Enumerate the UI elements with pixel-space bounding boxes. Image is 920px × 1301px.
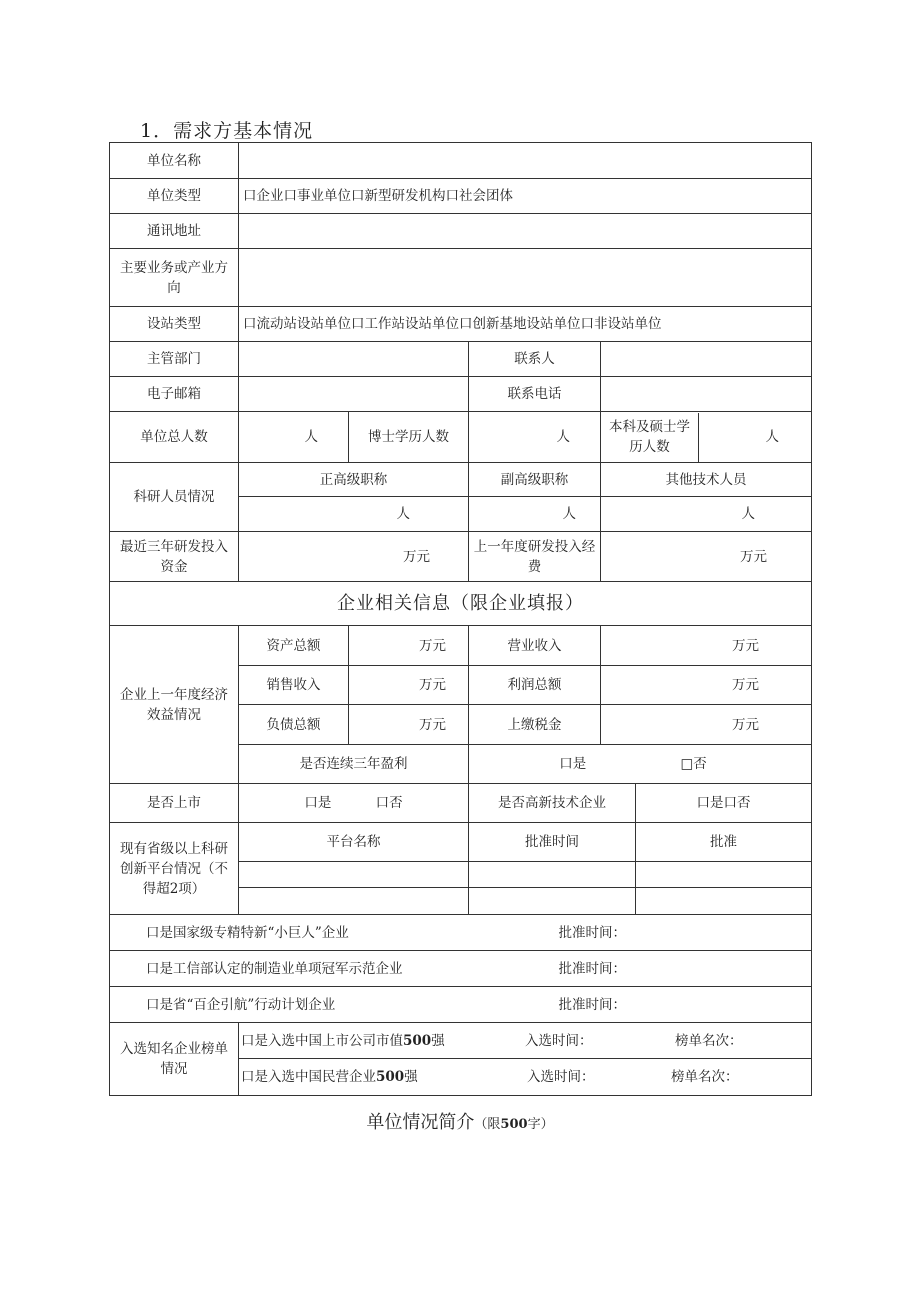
business-field[interactable] bbox=[239, 249, 812, 307]
phone-field[interactable] bbox=[601, 377, 812, 412]
honor-little-giant[interactable]: 口是国家级专精特新“小巨人”企业 bbox=[146, 924, 349, 941]
platform-row-1-name[interactable] bbox=[239, 862, 469, 888]
ranking-market-value-time: 入选时间： bbox=[525, 1032, 593, 1049]
assets-label: 资产总额 bbox=[239, 626, 349, 666]
revenue-label: 营业收入 bbox=[469, 626, 601, 666]
research-senior-header: 正高级职称 bbox=[239, 463, 469, 497]
platform-row-2-time[interactable] bbox=[469, 888, 636, 915]
honor-hundred-time: 批准时间： bbox=[558, 996, 626, 1013]
staff-bm-unit[interactable]: 人 bbox=[765, 429, 780, 445]
honor-champion[interactable]: 口是工信部认定的制造业单项冠军示范企业 bbox=[146, 960, 403, 977]
ranking-market-value-rank: 榜单名次： bbox=[675, 1032, 743, 1049]
profit-unit[interactable]: 万元 bbox=[601, 666, 812, 705]
research-deputy-header: 副高级职称 bbox=[469, 463, 601, 497]
contact-field[interactable] bbox=[601, 342, 812, 377]
research-label: 科研人员情况 bbox=[110, 463, 239, 532]
rd-last-year-label: 上一年度研发投入经费 bbox=[469, 532, 601, 582]
station-type-label: 设站类型 bbox=[110, 307, 239, 342]
debt-unit[interactable]: 万元 bbox=[349, 705, 469, 745]
research-other-header: 其他技术人员 bbox=[601, 463, 812, 497]
ranking-market-value-post: 强 bbox=[431, 1032, 445, 1049]
unit-intro-title bbox=[0, 1108, 920, 1134]
ranking-market-value-pre: 口是入选中国上市公司市值 bbox=[241, 1032, 403, 1049]
tax-label: 上缴税金 bbox=[469, 705, 601, 745]
unit-intro-note-num: 500 bbox=[500, 1117, 528, 1132]
section-heading: 1．需求方基本情况 bbox=[140, 120, 314, 142]
basic-info-table bbox=[109, 142, 812, 1096]
unit-intro-note bbox=[474, 1117, 553, 1132]
ranking-private-pre: 口是入选中国民营企业 bbox=[241, 1069, 376, 1085]
debt-label: 负债总额 bbox=[239, 705, 349, 745]
email-label: 电子邮箱 bbox=[110, 377, 239, 412]
hitech-options[interactable]: 口是口否 bbox=[636, 784, 812, 823]
unit-name-label: 单位名称 bbox=[110, 143, 239, 179]
hitech-label: 是否高新技术企业 bbox=[469, 784, 636, 823]
platform-label: 现有省级以上科研创新平台情况（不得超2项） bbox=[110, 823, 239, 915]
unit-name-field[interactable] bbox=[239, 143, 812, 179]
address-label: 通讯地址 bbox=[110, 214, 239, 249]
platform-approve-header: 批准 bbox=[636, 823, 812, 862]
research-deputy-unit[interactable]: 人 bbox=[469, 497, 601, 532]
profitable-label: 是否连续三年盈利 bbox=[239, 745, 469, 784]
unit-intro-title-text: 单位情况简介 bbox=[366, 1112, 475, 1133]
platform-name-header: 平台名称 bbox=[239, 823, 469, 862]
dept-field[interactable] bbox=[239, 342, 469, 377]
sales-unit[interactable]: 万元 bbox=[349, 666, 469, 705]
contact-label: 联系人 bbox=[469, 342, 601, 377]
listed-label: 是否上市 bbox=[110, 784, 239, 823]
ranking-private-time: 入选时间： bbox=[527, 1069, 595, 1085]
research-senior-unit[interactable]: 人 bbox=[239, 497, 469, 532]
honor-champion-time: 批准时间： bbox=[558, 960, 626, 977]
ranking-label: 入选知名企业榜单情况 bbox=[110, 1023, 239, 1096]
honor-little-giant-time: 批准时间： bbox=[558, 924, 626, 941]
staff-bm-label: 本科及硕士学历人数 bbox=[601, 413, 699, 462]
tax-unit[interactable]: 万元 bbox=[601, 705, 812, 745]
ranking-market-value[interactable] bbox=[241, 1031, 525, 1051]
unit-intro-note-post: 字） bbox=[527, 1117, 554, 1132]
assets-unit[interactable]: 万元 bbox=[349, 626, 469, 666]
economic-label: 企业上一年度经济效益情况 bbox=[110, 626, 239, 784]
enterprise-section-title: 企业相关信息（限企业填报） bbox=[110, 582, 812, 626]
listed-no[interactable]: 口否 bbox=[375, 795, 403, 811]
listed-yes[interactable]: 口是 bbox=[304, 795, 332, 811]
dept-label: 主管部门 bbox=[110, 342, 239, 377]
platform-row-2-approve[interactable] bbox=[636, 888, 812, 915]
platform-row-1-time[interactable] bbox=[469, 862, 636, 888]
staff-total-unit[interactable]: 人 bbox=[239, 412, 349, 463]
platform-row-1-approve[interactable] bbox=[636, 862, 812, 888]
unit-type-options[interactable]: 口企业口事业单位口新型研发机构口社会团体 bbox=[239, 179, 812, 214]
station-type-options[interactable]: 口流动站设站单位口工作站设站单位口创新基地设站单位口非设站单位 bbox=[239, 307, 812, 342]
ranking-private-rank: 榜单名次： bbox=[671, 1069, 739, 1085]
staff-total-label: 单位总人数 bbox=[110, 412, 239, 463]
platform-time-header: 批准时间 bbox=[469, 823, 636, 862]
ranking-private-post: 强 bbox=[404, 1069, 418, 1085]
sales-label: 销售收入 bbox=[239, 666, 349, 705]
revenue-unit[interactable]: 万元 bbox=[601, 626, 812, 666]
unit-intro-note-pre: （限 bbox=[474, 1117, 501, 1132]
profitable-no[interactable]: □否 bbox=[680, 756, 707, 772]
phone-label: 联系电话 bbox=[469, 377, 601, 412]
profit-label: 利润总额 bbox=[469, 666, 601, 705]
rd-last-year-unit[interactable]: 万元 bbox=[601, 532, 812, 582]
rd-three-year-label: 最近三年研发投入资金 bbox=[110, 532, 239, 582]
honor-hundred[interactable]: 口是省“百企引航”行动计划企业 bbox=[146, 996, 336, 1013]
profitable-yes[interactable]: 口是 bbox=[559, 756, 587, 772]
business-label: 主要业务或产业方向 bbox=[110, 249, 239, 307]
unit-type-label: 单位类型 bbox=[110, 179, 239, 214]
research-other-unit[interactable]: 人 bbox=[601, 497, 812, 532]
ranking-private[interactable] bbox=[241, 1067, 527, 1087]
platform-row-2-name[interactable] bbox=[239, 888, 469, 915]
ranking-market-value-num: 500 bbox=[403, 1032, 432, 1049]
staff-phd-label: 博士学历人数 bbox=[349, 412, 469, 463]
email-field[interactable] bbox=[239, 377, 469, 412]
staff-phd-unit[interactable]: 人 bbox=[469, 412, 601, 463]
address-field[interactable] bbox=[239, 214, 812, 249]
ranking-private-num: 500 bbox=[376, 1069, 405, 1085]
rd-three-year-unit[interactable]: 万元 bbox=[239, 532, 469, 582]
